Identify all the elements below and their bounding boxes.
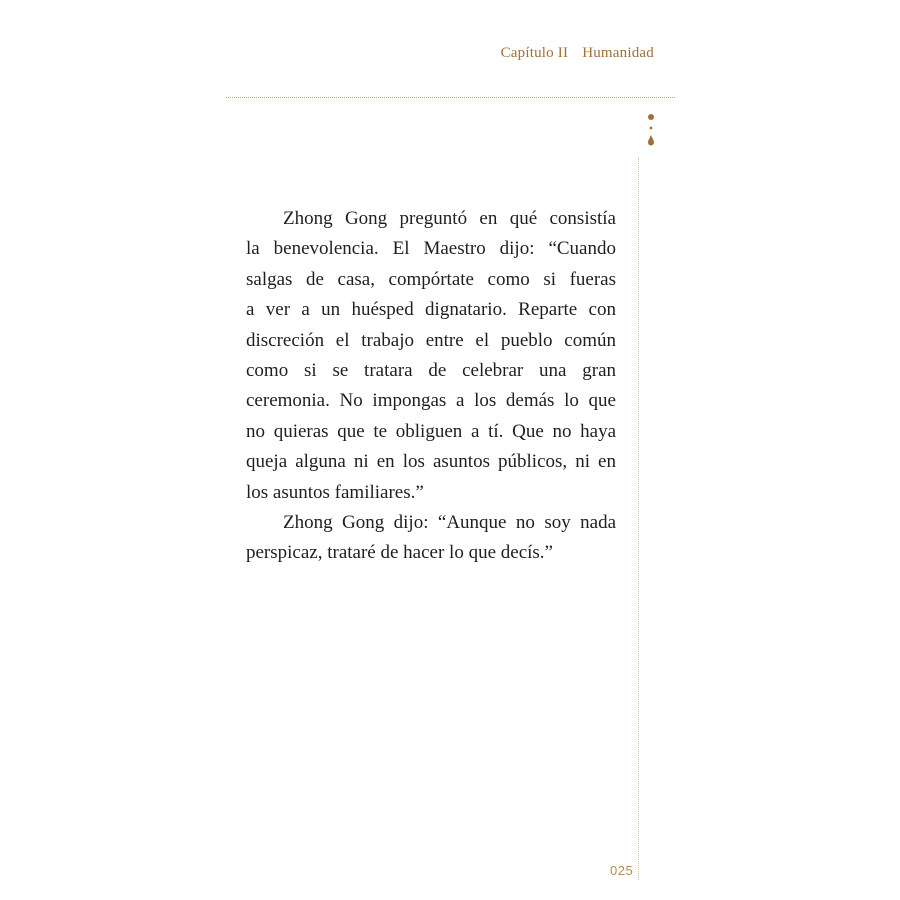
- section-title: Humanidad: [582, 45, 654, 61]
- text-line: como si se tratara de celebrar una gran: [246, 360, 616, 382]
- body-text: [246, 204, 616, 569]
- text-line: ceremonia. No impongas a los demás lo que: [246, 390, 616, 412]
- text-line: Zhong Gong preguntó en qué consistía: [283, 208, 616, 229]
- text-line: perspicaz, trataré de hacer lo que decís.”: [246, 542, 553, 564]
- chapter-label: Capítulo II: [500, 45, 569, 61]
- dots-and-drop-icon: [645, 113, 657, 149]
- text-line: salgas de casa, compórtate como si fueras: [246, 268, 616, 290]
- text-line: Zhong Gong dijo: “Aunque no soy nada: [283, 512, 616, 534]
- page-number: 025: [610, 863, 634, 878]
- header-divider: [226, 97, 675, 98]
- text-line: la benevolencia. El Maestro dijo: “Cuando: [246, 238, 616, 260]
- text-line: los asuntos familiares.”: [246, 481, 424, 503]
- text-line: queja alguna ni en los asuntos públicos, ni en: [246, 451, 616, 473]
- running-header: [501, 45, 654, 62]
- text-line: no quieras que te obliguen a tí. Que no haya: [246, 420, 616, 442]
- margin-divider: [638, 158, 639, 880]
- text-line: discreción el trabajo entre el pueblo común: [246, 329, 616, 351]
- text-line: a ver a un huésped dignatario. Reparte con: [246, 299, 616, 321]
